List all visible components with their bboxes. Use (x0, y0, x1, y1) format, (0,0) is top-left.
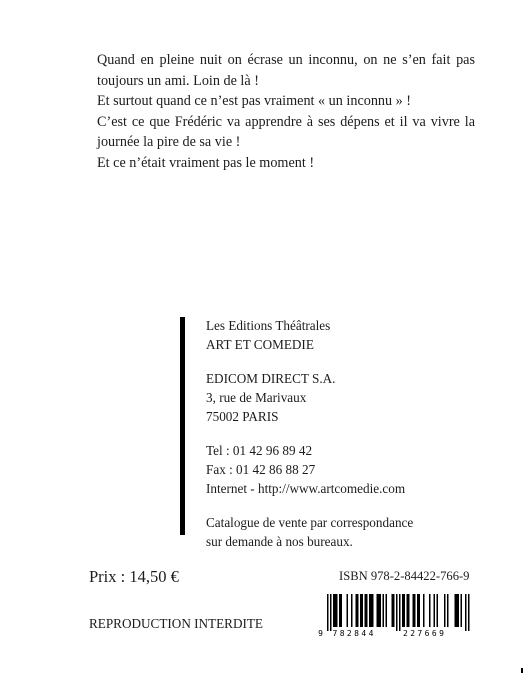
blurb-paragraph: Et surtout quand ce n’est pas vraiment « un inconnu » ! (97, 93, 412, 109)
barcode-bar (444, 594, 446, 627)
barcode-bar (437, 594, 439, 627)
barcode-bar (458, 594, 460, 627)
barcode-bar (357, 594, 359, 627)
blurb-paragraph: Quand en pleine nuit on écrase un inconnu, on ne s’en fait pas toujours un ami. Loin de là ! (97, 52, 475, 89)
barcode-bar (351, 594, 353, 627)
distributor-name: EDICOM DIRECT S.A. (206, 371, 336, 386)
barcode-digits: 9 (318, 629, 323, 638)
publisher-info (206, 316, 466, 551)
publisher-vertical-rule (180, 317, 185, 535)
blurb-paragraph: C’est ce que Frédéric va apprendre à ses dépens et il va vivre la journée la pire de sa vie ! (97, 113, 475, 150)
barcode-bar (407, 594, 409, 627)
barcode-bar (414, 594, 416, 627)
barcode-bar (455, 594, 457, 627)
barcode-bar (336, 594, 338, 627)
barcode-bar (393, 594, 395, 627)
phone-number: Tel : 01 42 96 89 42 (206, 443, 313, 458)
catalogue-note: Catalogue de vente par correspondance (206, 515, 414, 530)
barcode-bar (333, 594, 335, 627)
barcode-bar (402, 594, 404, 627)
barcode-guard-bar (330, 594, 332, 631)
barcode-bar (413, 594, 415, 627)
barcode-bar (362, 594, 364, 627)
barcode-guard-bar (465, 594, 467, 631)
blurb-paragraph: Et ce n’était vraiment pas le moment ! (97, 154, 315, 171)
barcode-guard-bar (399, 594, 401, 631)
barcode-bar (383, 594, 385, 627)
barcode-digits: 227669 (403, 629, 447, 638)
back-cover-blurb (97, 50, 475, 173)
barcode-bar (404, 594, 406, 627)
barcode-bar (377, 594, 379, 627)
address-city: 75002 PARIS (206, 409, 279, 424)
barcode-bar (447, 594, 449, 627)
barcode-bar (356, 594, 358, 627)
barcode-bar (372, 594, 374, 627)
isbn: ISBN 978-2-84422-766-9 (339, 569, 470, 583)
barcode-bar (365, 594, 367, 627)
barcode-bar (392, 594, 394, 627)
barcode-bar (378, 594, 380, 627)
barcode-bar (386, 594, 388, 627)
barcode-graphic (309, 592, 474, 638)
barcode-bar (419, 594, 421, 627)
publisher-name: Les Editions Théâtrales (206, 318, 331, 333)
website: Internet - http://www.artcomedie.com (206, 481, 406, 496)
barcode-bar (429, 594, 431, 627)
barcode-bar (366, 594, 368, 627)
barcode-bar (347, 594, 349, 627)
crop-mark (521, 668, 523, 673)
barcode-bar (380, 594, 382, 627)
barcode-guard-bar (327, 594, 329, 631)
barcode-bar (461, 594, 463, 627)
barcode-bar (360, 594, 362, 627)
barcode-bar (341, 594, 343, 627)
barcode-bar (423, 594, 425, 627)
barcode-guard-bar (468, 594, 470, 631)
fax-number: Fax : 01 42 86 88 27 (206, 462, 316, 477)
barcode-bar (371, 594, 373, 627)
barcode-bar (434, 594, 436, 627)
barcode-digits: 782844 (332, 629, 376, 638)
publisher-collection: ART ET COMEDIE (206, 337, 314, 352)
catalogue-note: sur demande à nos bureaux. (206, 534, 353, 549)
address-street: 3, rue de Marivaux (206, 390, 307, 405)
barcode-bar (335, 594, 337, 627)
barcode-bar (417, 594, 419, 627)
price: Prix : 14,50 € (89, 567, 179, 586)
barcode-bar (456, 594, 458, 627)
barcode-bar (408, 594, 410, 627)
isbn-barcode (309, 592, 474, 638)
reproduction-notice: REPRODUCTION INTERDITE (89, 616, 263, 631)
barcode-guard-bar (396, 594, 398, 631)
barcode-bar (339, 594, 341, 627)
barcode-bar (369, 594, 371, 627)
